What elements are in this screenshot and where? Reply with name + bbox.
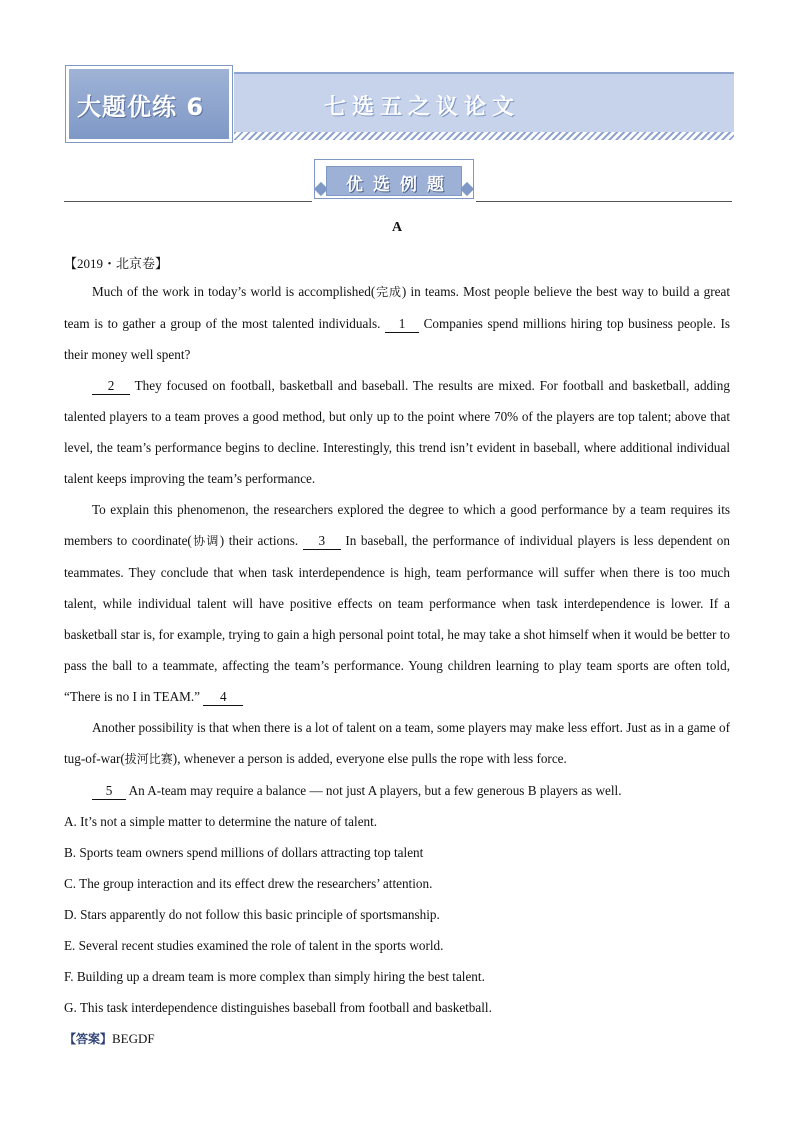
p4-gloss: 拔河比赛 [124, 752, 173, 766]
answer-options [64, 806, 730, 1023]
paragraph-2 [64, 370, 730, 494]
banner-title-panel [234, 72, 734, 136]
p3-text-c: In baseball, the performance of individual players is less dependent on teammates. They conclude that when task interdependence is high, team performance will suffer when there is too much talent, while individual talent will have positive effects on team performance when task interdependence is lower. If a basketball star is, for example, trying to gain a high personal point total, he may take a shot himself when it would be better to pass the ball to a teammate, affecting the team’s performance. Young children learning to play team sports are often told, “There is no I in TEAM.” [64, 533, 730, 704]
banner-label-panel [66, 66, 232, 142]
option-d: D. Stars apparently do not follow this basic principle of sportsmanship. [64, 907, 440, 922]
option-f: F. Building up a dream team is more complex than simply hiring the best talent. [64, 969, 485, 984]
paragraph-1 [64, 276, 730, 370]
answer-value: BEGDF [112, 1031, 155, 1046]
p3-gloss: 协调 [191, 534, 220, 548]
section-badge [312, 158, 476, 202]
passage-source: 【2019・北京卷】 [64, 256, 169, 271]
p4-text-b: ), whenever a person is added, everyone else pulls the rope with less force. [172, 751, 567, 766]
badge-inner [326, 166, 462, 196]
paragraph-5 [64, 775, 730, 806]
blank-3: 3 [303, 533, 341, 550]
paragraph-3 [64, 494, 730, 712]
p4-text-a: Another possibility is that when there is a lot of talent on a team, some players may make less effort. Just as in a game of tug-of-war( [64, 720, 730, 766]
option-e: E. Several recent studies examined the role of talent in the sports world. [64, 938, 444, 953]
option-c: C. The group interaction and its effect drew the researchers’ attention. [64, 876, 433, 891]
p1-text-c: Companies spend millions hiring top business people. Is their money well spent? [64, 316, 731, 362]
answer-tag: 【答案】 [64, 1032, 113, 1046]
blank-1: 1 [385, 316, 419, 333]
p1-text-a: Much of the work in today’s world is accomplished( [92, 284, 376, 299]
passage-content [64, 276, 730, 1023]
answer-line [64, 1030, 155, 1047]
option-g: G. This task interdependence distinguishes baseball from football and basketball. [64, 1000, 492, 1015]
blank-4: 4 [203, 689, 243, 706]
blank-5: 5 [92, 783, 126, 800]
option-b: B. Sports team owners spend millions of dollars attracting top talent [64, 845, 424, 860]
header-banner [66, 66, 734, 142]
section-badge-text: 优选例题 [346, 175, 454, 195]
p5-text: An A-team may require a balance — not just A players, but a few generous B players as well. [126, 783, 622, 798]
p1-gloss: 完成 [375, 285, 402, 299]
p3-text-b: ) their actions. [219, 533, 303, 548]
p1-text-b: ) in teams. Most people believe the best way to build a great team is to gather a group of the most talented individuals. [64, 284, 730, 331]
unit-title: 大题优练 6 [77, 93, 205, 121]
paragraph-4 [64, 712, 730, 775]
passage-label: A [391, 220, 403, 235]
p3-text-a: To explain this phenomenon, the researchers explored the degree to which a good performance by a team requires its members to coordinate( [64, 502, 730, 548]
topic-title: 七选五之议论文 [324, 95, 521, 120]
banner-stripe [234, 132, 734, 140]
blank-2: 2 [92, 378, 130, 395]
option-a: A. It’s not a simple matter to determine the nature of talent. [64, 814, 378, 829]
p2-text: They focused on football, basketball and baseball. The results are mixed. For football and basketball, adding talented players to a team proves a good method, but only up to the point where 70% of the players are top talent; above that level, the team’s performance begins to decline. Interestingly, this trend isn’t evident in baseball, where additional individual talent keeps improving the team’s performance. [64, 378, 730, 486]
